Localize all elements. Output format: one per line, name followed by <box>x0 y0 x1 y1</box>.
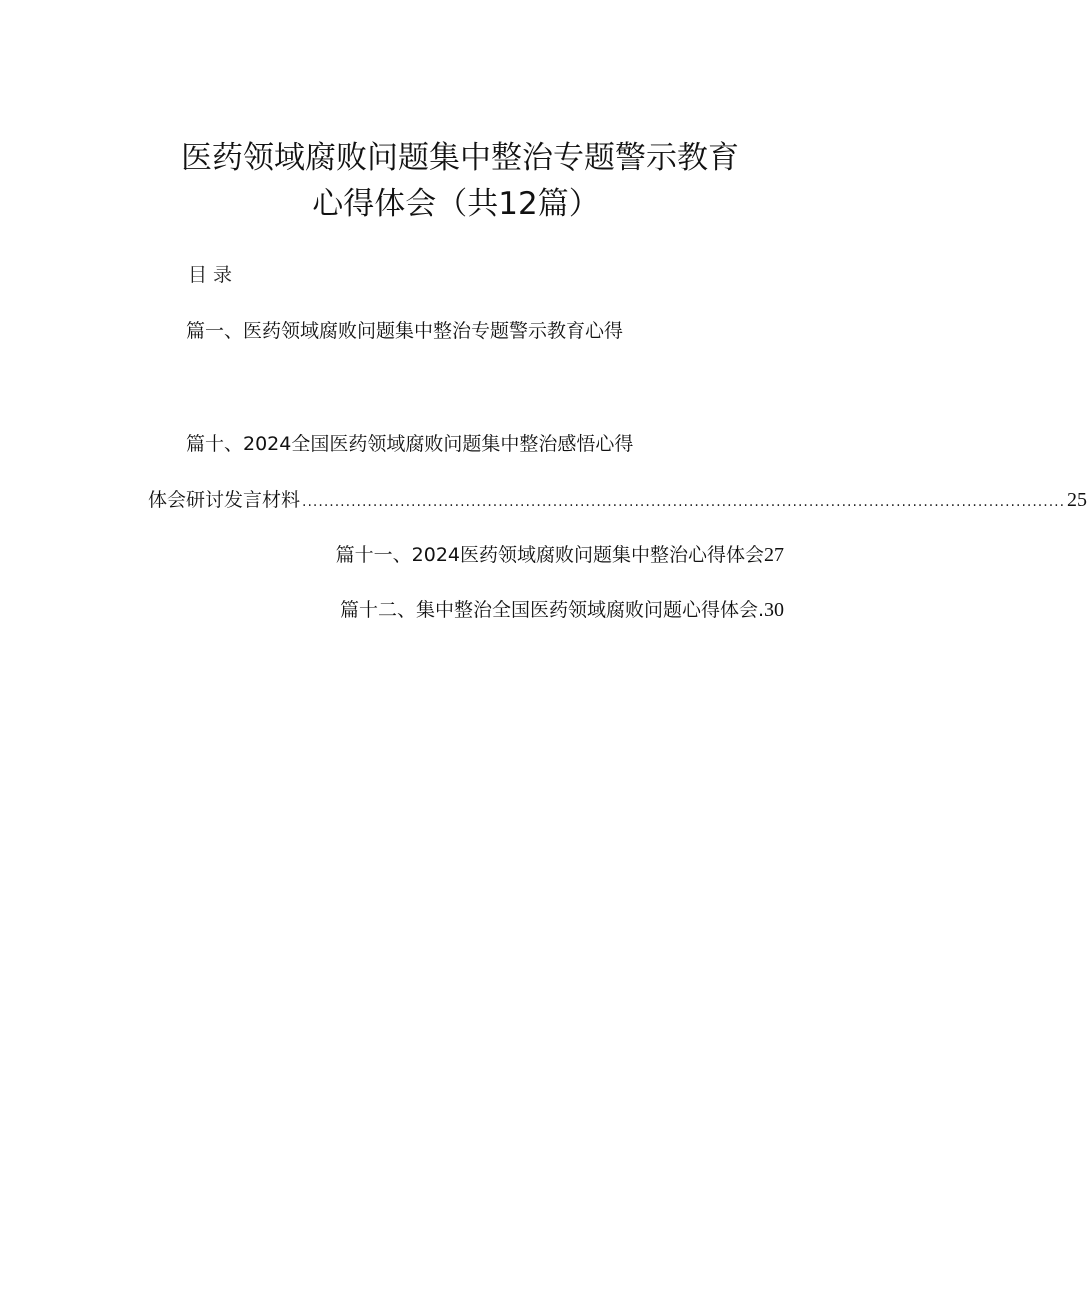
toc-entry-11-text: 篇十一、2024医药领域腐败问题集中整治心得体会 <box>335 544 764 566</box>
document-title-line-2: 心得体会（共12篇） <box>312 186 600 222</box>
toc-entry-10-text: 篇十、2024全国医药领域腐败问题集中整治感悟心得 <box>186 433 634 455</box>
toc-entry-10-continuation-text: 体会研讨发言材料 <box>148 489 301 511</box>
dot-leader: ............................................................................................................................................ <box>302 494 1066 510</box>
toc-heading: 目录 <box>188 264 239 286</box>
toc-entry-12-page: 30 <box>764 599 784 621</box>
toc-entry-11 <box>336 542 784 568</box>
toc-entry-10-continuation <box>148 487 1087 515</box>
toc-entry-12 <box>340 597 784 623</box>
toc-entry-11-page: 27 <box>764 544 784 566</box>
toc-entry-12-text: 篇十二、集中整治全国医药领域腐败问题心得体会. <box>339 599 764 621</box>
toc-entry-1 <box>186 318 623 344</box>
toc-entry-10-page: 25 <box>1067 489 1087 511</box>
toc-entry-10 <box>186 431 633 457</box>
document-title-line-1: 医药领域腐败问题集中整治专题警示教育 <box>181 140 739 176</box>
toc-entry-1-text: 篇一、医药领域腐败问题集中整治专题警示教育心得 <box>186 320 624 342</box>
